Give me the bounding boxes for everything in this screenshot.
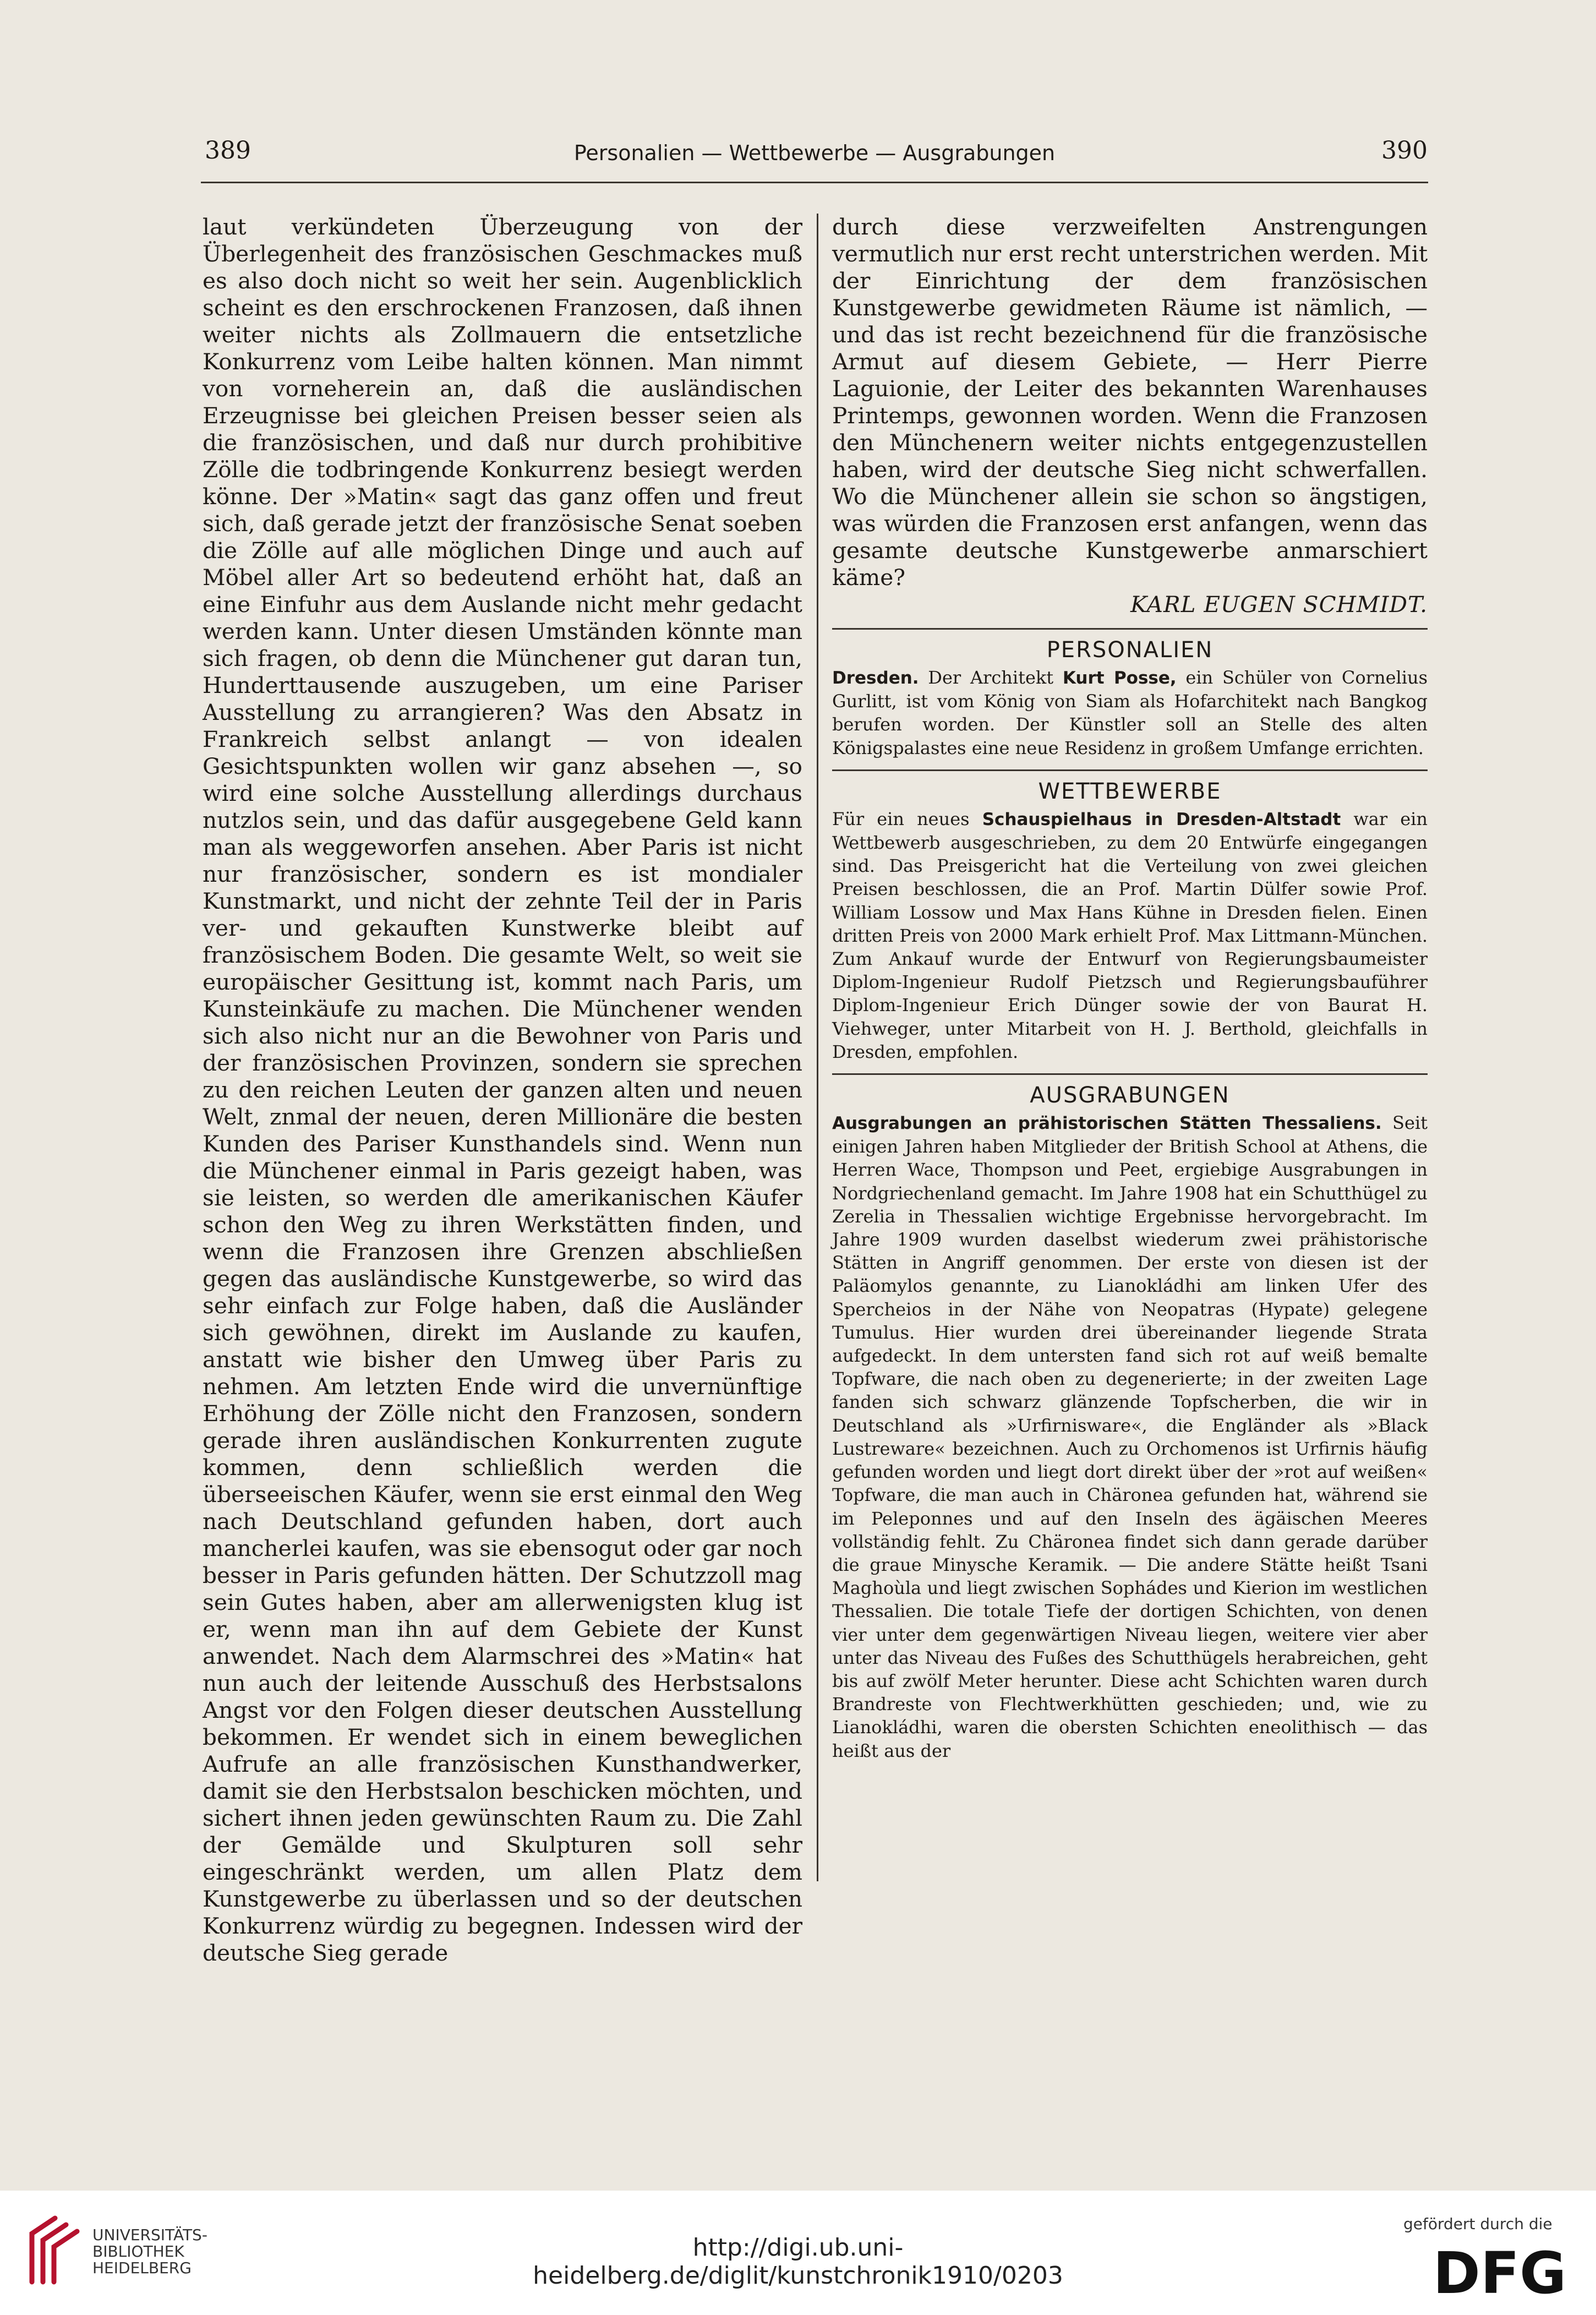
ausgrabungen-bold: Ausgrabungen an prähistorischen Stätten Thessaliens. <box>832 1113 1382 1134</box>
section-heading-wettbewerbe: WETTBEWERBE <box>1038 778 1222 804</box>
left-column <box>203 214 802 1967</box>
ausgrabungen-text <box>832 1111 1428 1762</box>
wettbewerbe-text-a: Für ein neues <box>832 808 982 829</box>
page-number-left: 389 <box>205 137 251 165</box>
right-column-continuation: durch diese verzweifelten Anstrengungen vermutlich nur erst recht unterstrichen werden. Mit der Einrichtung der dem französischen Kunstgewerbe gewidmeten Räume ist nämlich, — und das ist recht bezeichnend für die französische Armut auf diesem Gebiete, — Herr Pierre Laguionie, der Leiter des bekannten Warenhauses Printemps, gewonnen worden. Wenn die Franzosen den Münchenern weiter nichts entgegenzustellen haben, wird der deutsche Sieg nicht schwerfallen. Wo die Münchener allein sie schon so ängstigen, was würden die Franzosen erst anfangen, wenn das gesamte deutsche Kunstgewerbe anmarschiert käme? <box>832 214 1428 591</box>
header-rule <box>201 182 1428 183</box>
library-name-line1: UNIVERSITÄTS- <box>92 2226 207 2244</box>
section-rule <box>832 628 1428 630</box>
column-divider <box>817 214 818 1881</box>
permalink-url[interactable]: http://digi.ub.uni-heidelberg.de/diglit/kunstchronik1910/0203 <box>533 2234 1063 2290</box>
university-library-logo-icon <box>22 2212 83 2289</box>
personalien-name: Kurt Posse, <box>1062 668 1177 688</box>
section-heading-personalien: PERSONALIEN <box>1046 637 1214 663</box>
right-column <box>832 214 1428 1762</box>
ausgrabungen-body: Seit einigen Jahren haben Mitglieder der British School at Athens, die Herren Wace, Thompson und Peet, ergiebige Ausgrabungen in Nordgriechenland gemacht. Im Jahre 1908 hat ein Schutthügel zu Zerelia in Thessalien wichtige Ergebnisse hervorgebracht. Im Jahre 1909 wurden daselbst wiederum zwei prähistorische Stätten in Angriff genommen. Der erste von diesen ist der Paläomylos genannte, zu Lianokládhi am linken Ufer des Spercheios in der Nähe von Neopatras (Hypate) gelegene Tumulus. Hier wurden drei übereinander liegende Strata aufgedeckt. In dem untersten fand sich rot auf weiß bemalte Topfware, die nach oben zu degenerierte; in der zweiten Lage fanden sich schwarz glänzende Topfscherben, die wir in Deutschland als »Urfirnisware«, die Engländer als »Black Lustreware« bezeichnen. Auch zu Orchomenos ist Urfirnis häufig gefunden worden und liegt dort direkt über der »rot auf weißen« Topfware, die man auch in Chäronea gefunden hat, während sie im Peleponnes und auf den Inseln des ägäischen Meeres vollständig fehlt. Zu Chäronea findet sich dann gerade darüber die graue Minysche Keramik. — Die andere Stätte heißt Tsani Maghoùla und liegt zwischen Sophádes und Kierion im westlichen Thessalien. Die totale Tiefe der dortigen Schichten, von denen vier unter dem gegenwärtigen Niveau liegen, weitere vier aber unter das Niveau des Fußes des Schutthügels herabreichen, geht bis auf zwölf Meter herunter. Diese acht Schichten waren durch Brandreste von Flechtwerkhütten geschieden; und, wie zu Lianokládhi, waren die obersten Schichten eneolithisch — das heißt aus der <box>832 1112 1428 1761</box>
running-header: Personalien — Wettbewerbe — Ausgrabungen <box>573 141 1056 165</box>
wettbewerbe-text-b: war ein Wettbewerb ausgeschrieben, zu dem 20 Entwürfe eingegangen sind. Das Preisgericht hat die Verteilung von zwei gleichen Preisen beschlossen, die an Prof. Martin Dülfer sowie Prof. William Lossow und Max Hans Kühne in Dresden fielen. Einen dritten Preis von 2000 Mark erhielt Prof. Max Littmann-München. Zum Ankauf wurde der Entwurf von Regierungsbaumeister Diplom-Ingenieur Rudolf Pietzsch und Regierungsbauführer Diplom-Ingenieur Erich Dünger sowie der von Baurat H. Viehweger, unter Mitarbeit von H. J. Berthold, gleichfalls in Dresden, empfohlen. <box>832 808 1428 1062</box>
personalien-text-b: ein Schüler von Cornelius Gurlitt, ist vom König von Siam als Hofarchitekt nach Bangkog berufen worden. Der Künstler soll an Stelle des alten Königspalastes eine neue Residenz in großem Umfange errichten. <box>832 667 1428 758</box>
library-name-line2: BIBLIOTHEK <box>92 2242 184 2261</box>
section-rule <box>832 1073 1428 1075</box>
left-column-text: laut verkündeten Überzeugung von der Überlegenheit des französischen Geschmackes muß es also doch nicht so weit her sein. Augenblicklich scheint es den erschrockenen Franzosen, daß ihnen weiter nichts als Zollmauern die entsetzliche Konkurrenz vom Leibe halten können. Man nimmt von vorneherein an, daß die ausländischen Erzeugnisse bei gleichen Preisen besser seien als die französischen, und daß nur durch prohibitive Zölle die todbringende Konkurrenz besiegt werden könne. Der »Matin« sagt das ganz offen und freut sich, daß gerade jetzt der französische Senat soeben die Zölle auf alle möglichen Dinge und auch auf Möbel aller Art so bedeutend erhöht hat, daß an eine Einfuhr aus dem Auslande nicht mehr gedacht werden kann. Unter diesen Umständen könnte man sich fragen, ob denn die Münchener gut daran tun, Hunderttausende auszugeben, um eine Pariser Ausstellung zu arrangieren? Was den Absatz in Frankreich selbst anlangt — von idealen Gesichtspunkten wollen wir ganz absehen —, so wird eine solche Ausstellung allerdings durchaus nutzlos sein, und das dafür ausgegebene Geld kann man als weggeworfen ansehen. Aber Paris ist nicht nur französischer, sondern es ist mondialer Kunstmarkt, und nicht der zehnte Teil der in Paris ver- und gekauften Kunstwerke bleibt auf französischem Boden. Die gesamte Welt, so weit sie europäischer Gesittung ist, kommt nach Paris, um Kunsteinkäufe zu machen. Die Münchener wenden sich also nicht nur an die Bewohner von Paris und der französischen Provinzen, sondern sie sprechen zu den reichen Leuten der ganzen alten und neuen Welt, znmal der neuen, deren Millionäre die besten Kunden des Pariser Kunsthandels sind. Wenn nun die Münchener einmal in Paris gezeigt haben, was sie leisten, so werden dle amerikanischen Käufer schon den Weg zu ihren Werkstätten finden, und wenn die Franzosen ihre Grenzen abschließen gegen das ausländische Kunstgewerbe, so wird das sehr einfach zur Folge haben, daß die Ausländer sich gewöhnen, direkt im Auslande zu kaufen, anstatt wie bisher den Umweg über Paris zu nehmen. Am letzten Ende wird die unvernünftige Erhöhung der Zölle nicht den Franzosen, sondern gerade ihren ausländischen Konkurrenten zugute kommen, denn schließlich werden die überseeischen Käufer, wenn sie erst einmal den Weg nach Deutschland gefunden haben, dort auch mancherlei kaufen, was sie ebensogut oder gar noch besser in Paris gefunden hätten. Der Schutzzoll mag sein Gutes haben, aber am allerwenigsten klug ist er, wenn man ihn auf dem Gebiete der Kunst anwendet. Nach dem Alarmschrei des »Matin« hat nun auch der leitende Ausschuß des Herbstsalons Angst vor den Folgen dieser deutschen Ausstellung bekommen. Er wendet sich in einem beweglichen Aufrufe an alle französischen Kunsthandwerker, damit sie den Herbstsalon beschicken möchten, und sichert ihnen jeden gewünschten Raum zu. Die Zahl der Gemälde und Skulpturen soll sehr eingeschränkt werden, um allen Platz dem Kunstgewerbe zu überlassen und so der deutschen Konkurrenz würdig zu begegnen. Indessen wird der deutsche Sieg gerade <box>203 214 802 1966</box>
personalien-text <box>832 666 1428 760</box>
library-name <box>92 2227 207 2276</box>
funding-note: gefördert durch die <box>1403 2215 1553 2233</box>
section-heading-ausgrabungen: AUSGRABUNGEN <box>1030 1083 1230 1109</box>
page-number-right: 390 <box>1381 137 1428 165</box>
dfg-logo-text: DFG <box>1433 2246 1567 2301</box>
library-name-line3: HEIDELBERG <box>92 2259 192 2277</box>
personalien-lead: Dresden. <box>832 668 919 688</box>
dfg-logo-icon <box>1417 2246 1582 2301</box>
personalien-text-a: Der Architekt <box>919 667 1063 688</box>
author-signature: KARL EUGEN SCHMIDT. <box>1130 591 1428 618</box>
wettbewerbe-text <box>832 807 1428 1063</box>
section-rule <box>832 769 1428 771</box>
wettbewerbe-bold: Schauspielhaus in Dresden-Altstadt <box>982 809 1341 829</box>
